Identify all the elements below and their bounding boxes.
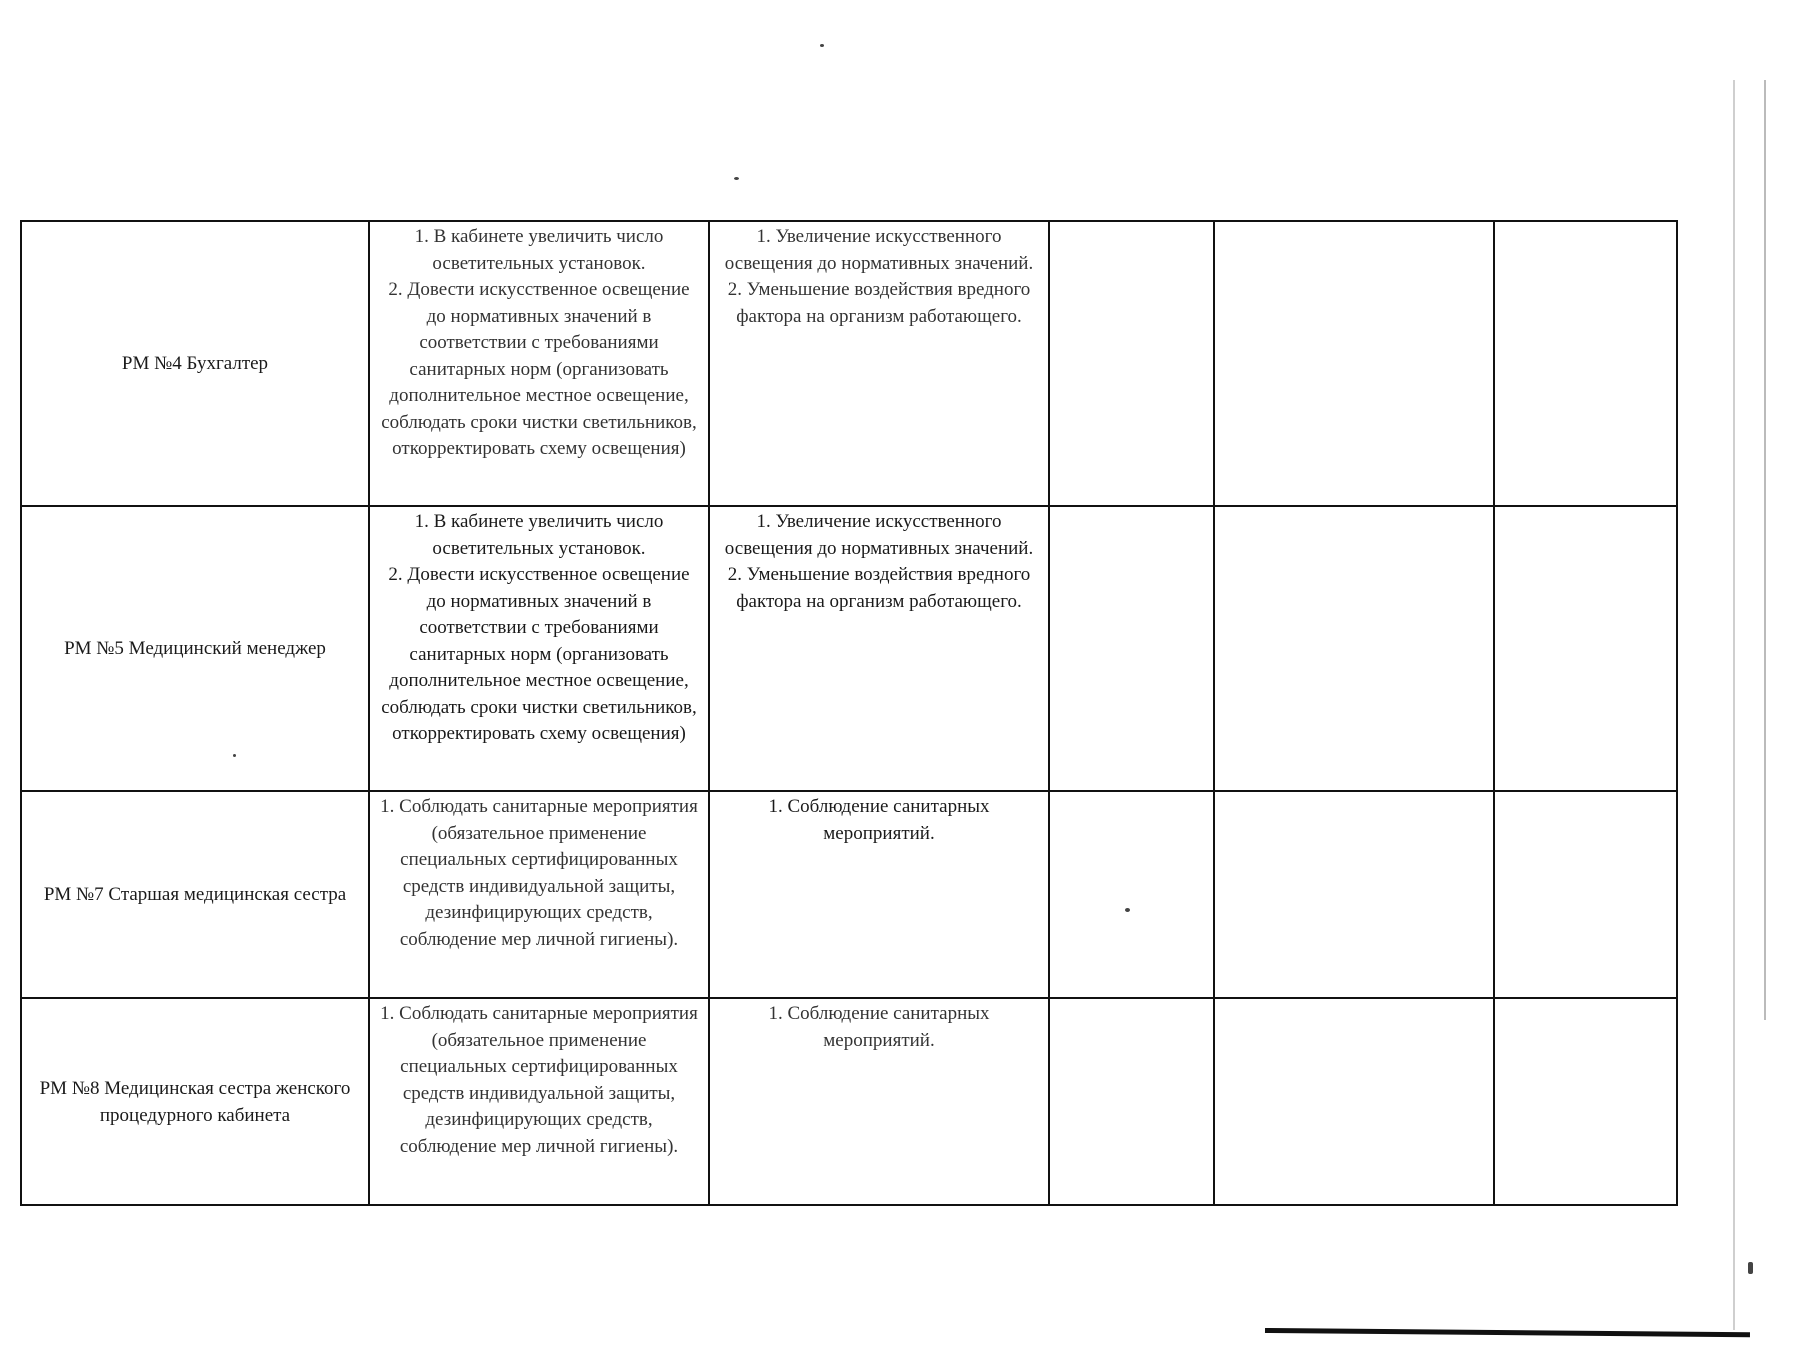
position-cell [21, 506, 369, 791]
position-cell [21, 221, 369, 506]
empty-cell [1214, 221, 1494, 506]
table-row [21, 791, 1677, 998]
scan-edge-line [1733, 80, 1735, 1330]
empty-cell [1494, 791, 1677, 998]
scan-speck [820, 44, 824, 47]
scan-speck [1748, 1262, 1753, 1274]
table-row [21, 221, 1677, 506]
measures-cell [369, 791, 709, 998]
measures-cell [369, 506, 709, 791]
empty-cell [1049, 506, 1214, 791]
result-text: 1. Соблюдение санитарных мероприятий. [768, 796, 990, 844]
table-row [21, 998, 1677, 1205]
result-text: 1. Соблюдение санитарных мероприятий. [768, 1003, 990, 1051]
result-cell [709, 506, 1049, 791]
position-text: РМ №8 Медицинская сестра женского процедурного кабинета [39, 1077, 351, 1126]
measures-text: 1. В кабинете увеличить число осветительных установок. 2. Довести искусственное освещение до нормативных значений в соответствии с требованиями санитарных норм (организовать дополнительное местное освещение, соблюдать сроки чистки светильников, откорректировать схему освещения) [381, 226, 697, 459]
empty-cell [1494, 221, 1677, 506]
position-cell [21, 998, 369, 1205]
table-row [21, 506, 1677, 791]
position-text: РМ №4 Бухгалтер [121, 353, 269, 374]
measures-text: 1. Соблюдать санитарные мероприятия (обязательное применение специальных сертифицированных средств индивидуальной защиты, дезинфицирующих средств, соблюдение мер личной гигиены). [380, 1003, 698, 1157]
scan-speck [734, 177, 739, 180]
position-text: РМ №5 Медицинский менеджер [64, 638, 326, 659]
measures-cell [369, 998, 709, 1205]
empty-cell [1214, 506, 1494, 791]
result-cell [709, 998, 1049, 1205]
position-cell [21, 791, 369, 998]
result-cell [709, 221, 1049, 506]
measures-cell [369, 221, 709, 506]
scan-bottom-stroke [1265, 1328, 1750, 1337]
empty-cell [1049, 221, 1214, 506]
result-text: 1. Увеличение искусственного освещения до нормативных значений. 2. Уменьшение воздействия вредного фактора на организм работающего. [724, 511, 1034, 612]
result-text: 1. Увеличение искусственного освещения до нормативных значений. 2. Уменьшение воздействия вредного фактора на организм работающего. [724, 226, 1034, 327]
empty-cell [1049, 998, 1214, 1205]
empty-cell [1049, 791, 1214, 998]
measures-text: 1. Соблюдать санитарные мероприятия (обязательное применение специальных сертифицированных средств индивидуальной защиты, дезинфицирующих средств, соблюдение мер личной гигиены). [380, 796, 698, 950]
empty-cell [1214, 791, 1494, 998]
measures-table [20, 220, 1678, 1206]
scan-edge-line [1764, 80, 1766, 1020]
result-cell [709, 791, 1049, 998]
empty-cell [1494, 998, 1677, 1205]
measures-text: 1. В кабинете увеличить число осветительных установок. 2. Довести искусственное освещение до нормативных значений в соответствии с требованиями санитарных норм (организовать дополнительное местное освещение, соблюдать сроки чистки светильников, откорректировать схему освещения) [381, 511, 697, 744]
empty-cell [1214, 998, 1494, 1205]
empty-cell [1494, 506, 1677, 791]
position-text: РМ №7 Старшая медицинская сестра [43, 884, 347, 905]
